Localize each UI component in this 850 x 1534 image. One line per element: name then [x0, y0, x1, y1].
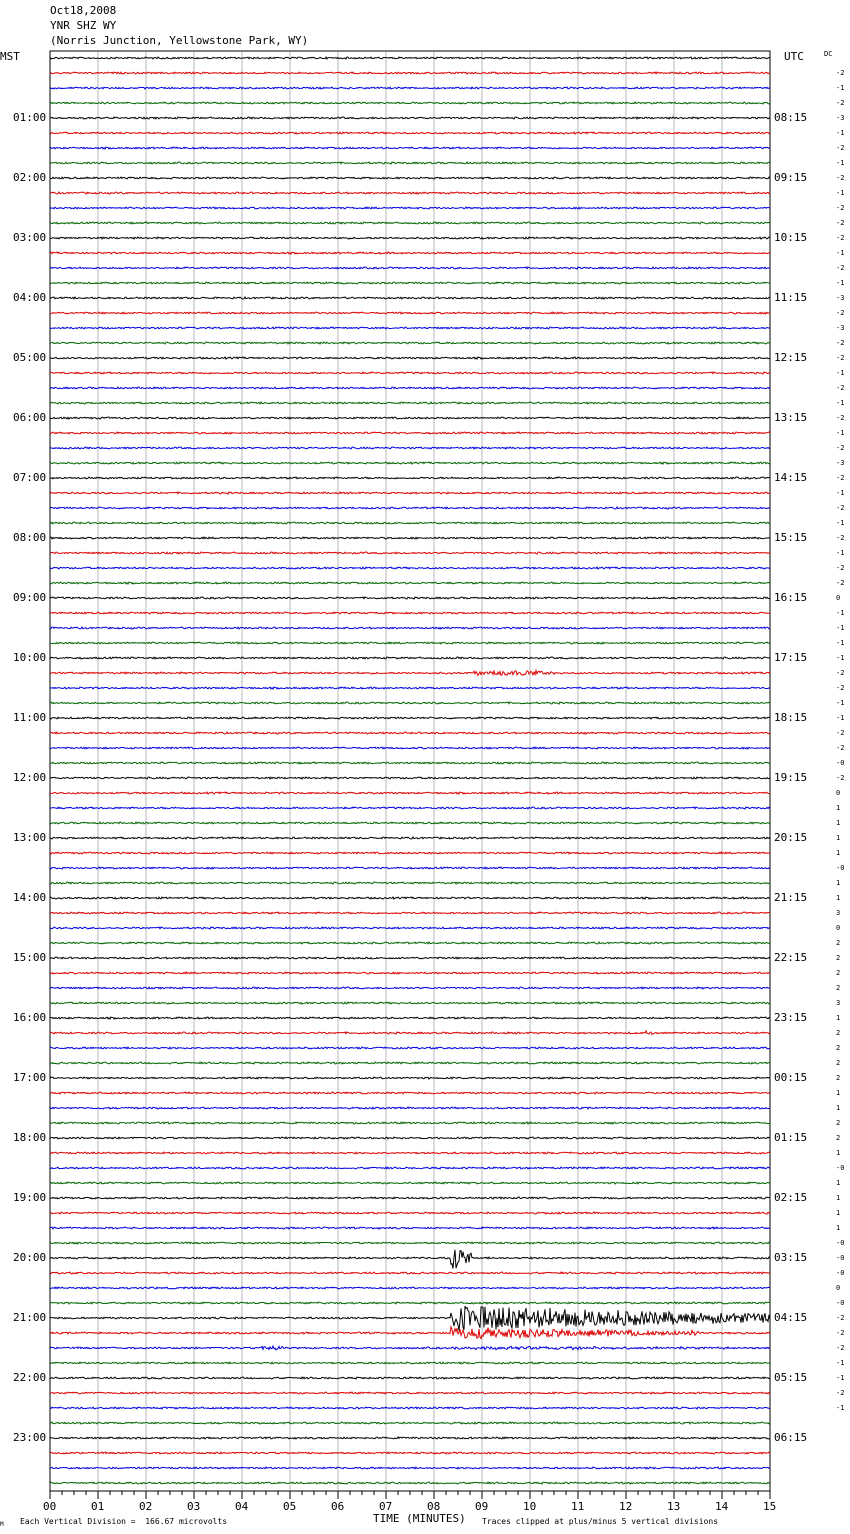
utc-hour-label: 10:15 — [774, 231, 808, 244]
dc-offset-value: -1 — [836, 639, 845, 647]
utc-hour-label: 08:15 — [774, 111, 808, 124]
seismic-trace — [50, 192, 770, 194]
utc-hour-label: 05:15 — [774, 1371, 808, 1384]
seismic-trace — [50, 327, 770, 329]
seismic-trace — [50, 1002, 770, 1004]
seismic-trace — [50, 492, 770, 494]
x-tick-label: 15 — [763, 1500, 777, 1513]
seismic-trace — [50, 597, 770, 599]
seismic-trace — [50, 357, 770, 359]
dc-offset-value: -2 — [836, 144, 845, 152]
dc-offset-value: -1 — [836, 249, 845, 257]
dc-offset-value: 2 — [836, 939, 841, 947]
mst-hour-label: 04:00 — [13, 291, 47, 304]
seismic-trace — [50, 1182, 770, 1184]
seismic-trace — [50, 522, 770, 524]
dc-offset-value: 2 — [836, 984, 841, 992]
utc-hour-label: 19:15 — [774, 771, 808, 784]
dc-offset-value: -1 — [836, 129, 845, 137]
mst-hour-label: 05:00 — [13, 351, 47, 364]
utc-hour-label: 13:15 — [774, 411, 808, 424]
seismic-trace — [50, 147, 770, 149]
seismic-trace — [50, 552, 770, 554]
dc-offset-value: -2 — [836, 204, 845, 212]
x-tick-label: 12 — [619, 1500, 633, 1513]
mst-hour-label: 11:00 — [13, 711, 47, 724]
seismic-trace — [50, 87, 770, 89]
mst-hour-label: 19:00 — [13, 1191, 47, 1204]
dc-offset-value: -2 — [836, 1389, 845, 1397]
utc-hour-label: 22:15 — [774, 951, 808, 964]
seismic-trace — [50, 1077, 770, 1079]
utc-hour-label: 04:15 — [774, 1311, 808, 1324]
x-tick-label: 03 — [187, 1500, 201, 1513]
dc-offset-value: -2 — [836, 774, 845, 782]
dc-offset-value: -2 — [836, 684, 845, 692]
seismic-trace — [50, 57, 770, 59]
seismic-trace — [50, 1227, 770, 1229]
mst-hour-label: 22:00 — [13, 1371, 47, 1384]
dc-offset-value: 1 — [836, 1194, 841, 1202]
dc-offset-value: 2 — [836, 1044, 841, 1052]
seismic-trace — [50, 162, 770, 164]
dc-offset-value: -2 — [836, 1344, 845, 1352]
dc-offset-value: -2 — [836, 309, 845, 317]
seismic-trace — [50, 387, 770, 389]
seismic-trace — [50, 852, 770, 854]
dc-offset-value: -0 — [836, 1299, 845, 1307]
dc-offset-value: 2 — [836, 1059, 841, 1067]
seismic-trace — [50, 702, 770, 704]
seismic-trace — [50, 972, 770, 974]
dc-offset-value: -0 — [836, 864, 845, 872]
dc-offset-value: -1 — [836, 624, 845, 632]
dc-offset-value: -2 — [836, 504, 845, 512]
dc-offset-value: -0 — [836, 759, 845, 767]
seismic-trace — [50, 657, 770, 659]
seismic-trace — [50, 627, 770, 629]
seismic-trace — [50, 252, 770, 254]
utc-hour-label: 12:15 — [774, 351, 808, 364]
utc-hour-label: 11:15 — [774, 291, 808, 304]
dc-offset-value: -1 — [836, 189, 845, 197]
x-tick-label: 01 — [91, 1500, 105, 1513]
dc-offset-value: -1 — [836, 1374, 845, 1382]
right-timezone-label: UTC — [784, 50, 804, 63]
utc-hour-label: 09:15 — [774, 171, 808, 184]
mst-hour-label: 03:00 — [13, 231, 47, 244]
seismic-trace — [50, 1152, 770, 1154]
utc-hour-label: 03:15 — [774, 1251, 808, 1264]
utc-hour-label: 15:15 — [774, 531, 808, 544]
seismic-trace — [50, 282, 770, 284]
seismic-trace — [50, 717, 770, 719]
dc-offset-value: -1 — [836, 429, 845, 437]
utc-hour-label: 00:15 — [774, 1071, 808, 1084]
seismic-trace — [50, 1452, 770, 1454]
seismic-trace — [50, 747, 770, 749]
seismic-trace — [50, 1122, 770, 1124]
seismic-trace — [50, 222, 770, 224]
dc-offset-value: -1 — [836, 519, 845, 527]
seismic-trace — [50, 1062, 770, 1064]
seismic-trace — [50, 1306, 770, 1330]
seismic-trace — [50, 207, 770, 209]
left-timezone-label: MST — [0, 50, 20, 63]
dc-offset-value: 1 — [836, 804, 841, 812]
mst-hour-label: 08:00 — [13, 531, 47, 544]
dc-offset-value: -1 — [836, 654, 845, 662]
dc-offset-value: -2 — [836, 414, 845, 422]
mst-hour-label: 18:00 — [13, 1131, 47, 1144]
dc-offset-value: -1 — [836, 714, 845, 722]
dc-offset-value: -1 — [836, 279, 845, 287]
seismic-trace — [50, 1327, 770, 1339]
seismic-trace — [50, 867, 770, 869]
dc-offset-value: -2 — [836, 564, 845, 572]
clip-note: Traces clipped at plus/minus 5 vertical divisions — [482, 1517, 719, 1526]
mst-hour-label: 16:00 — [13, 1011, 47, 1024]
dc-offset-value: -2 — [836, 669, 845, 677]
dc-offset-value: -0 — [836, 1239, 845, 1247]
dc-offset-value: 3 — [836, 999, 841, 1007]
x-tick-label: 05 — [283, 1500, 297, 1513]
seismic-trace — [50, 807, 770, 809]
seismic-trace — [50, 117, 770, 119]
mst-hour-label: 07:00 — [13, 471, 47, 484]
x-tick-label: 10 — [523, 1500, 537, 1513]
seismic-trace — [50, 1017, 770, 1019]
dc-offset-value: 2 — [836, 1029, 841, 1037]
seismic-trace — [50, 1392, 770, 1394]
mst-hour-label: 14:00 — [13, 891, 47, 904]
seismic-trace — [50, 402, 770, 404]
dc-offset-value: -1 — [836, 609, 845, 617]
dc-offset-value: 1 — [836, 834, 841, 842]
seismic-trace — [50, 462, 770, 464]
seismic-trace — [50, 912, 770, 914]
seismic-trace — [50, 1167, 770, 1169]
seismic-trace — [50, 987, 770, 989]
dc-offset-value: -2 — [836, 99, 845, 107]
dc-offset-value: -2 — [836, 219, 845, 227]
dc-offset-value: -2 — [836, 1329, 845, 1337]
seismic-trace — [50, 687, 770, 689]
mst-hour-label: 12:00 — [13, 771, 47, 784]
seismic-trace — [50, 507, 770, 509]
seismic-trace — [50, 957, 770, 959]
station-code: YNR SHZ WY — [50, 19, 117, 32]
dc-offset-value: 1 — [836, 1224, 841, 1232]
mst-hour-label: 01:00 — [13, 111, 47, 124]
dc-offset-value: 3 — [836, 909, 841, 917]
seismic-trace — [50, 927, 770, 929]
dc-offset-value: 2 — [836, 954, 841, 962]
dc-offset-value: 1 — [836, 1089, 841, 1097]
seismic-trace — [50, 762, 770, 764]
utc-hour-label: 14:15 — [774, 471, 808, 484]
dc-offset-value: 1 — [836, 1209, 841, 1217]
seismic-trace — [50, 792, 770, 794]
seismic-trace — [50, 417, 770, 419]
mst-hour-label: 21:00 — [13, 1311, 47, 1324]
seismic-trace — [50, 1212, 770, 1214]
x-tick-label: 11 — [571, 1500, 585, 1513]
seismic-trace — [50, 537, 770, 539]
utc-hour-label: 18:15 — [774, 711, 808, 724]
seismic-trace — [50, 897, 770, 899]
seismic-trace — [50, 1272, 770, 1274]
seismic-trace — [50, 1287, 770, 1289]
dc-offset-value: -0 — [836, 1254, 845, 1262]
seismic-trace — [50, 822, 770, 824]
seismic-trace — [50, 1031, 770, 1035]
utc-hour-label: 21:15 — [774, 891, 808, 904]
dc-offset-value: 2 — [836, 1134, 841, 1142]
dc-offset-value: -1 — [836, 549, 845, 557]
seismic-trace — [50, 1250, 770, 1269]
dc-offset-value: -3 — [836, 324, 845, 332]
dc-offset-value: 2 — [836, 969, 841, 977]
dc-offset-value: 0 — [836, 924, 841, 932]
seismic-trace — [50, 1407, 770, 1409]
dc-offset-value: -1 — [836, 1404, 845, 1412]
seismic-trace — [50, 567, 770, 569]
x-tick-label: 02 — [139, 1500, 153, 1513]
dc-offset-value: -1 — [836, 159, 845, 167]
dc-offset-value: -1 — [836, 399, 845, 407]
dc-offset-value: -2 — [836, 69, 845, 77]
mst-hour-label: 02:00 — [13, 171, 47, 184]
seismic-trace — [50, 777, 770, 779]
dc-offset-value: -2 — [836, 579, 845, 587]
x-tick-label: 09 — [475, 1500, 489, 1513]
x-tick-label: 08 — [427, 1500, 441, 1513]
dc-offset-value: 0 — [836, 594, 841, 602]
dc-offset-value: -2 — [836, 1314, 845, 1322]
seismic-trace — [50, 732, 770, 734]
dc-offset-value: -2 — [836, 354, 845, 362]
dc-offset-value: 1 — [836, 1179, 841, 1187]
seismic-trace — [50, 1482, 770, 1484]
x-tick-label: 14 — [715, 1500, 729, 1513]
dc-offset-value: 2 — [836, 1074, 841, 1082]
seismic-trace — [50, 1107, 770, 1109]
seismic-trace — [50, 670, 770, 675]
dc-offset-value: -2 — [836, 339, 845, 347]
seismic-trace — [50, 1302, 770, 1304]
seismic-trace — [50, 432, 770, 434]
seismic-trace — [50, 882, 770, 884]
mst-hour-label: 20:00 — [13, 1251, 47, 1264]
seismic-trace — [50, 1092, 770, 1094]
x-tick-label: 07 — [379, 1500, 393, 1513]
seismic-trace — [50, 477, 770, 479]
x-tick-label: 13 — [667, 1500, 681, 1513]
mst-hour-label: 10:00 — [13, 651, 47, 664]
x-tick-label: 00 — [43, 1500, 57, 1513]
dc-offset-value: -2 — [836, 384, 845, 392]
seismic-trace — [50, 1047, 770, 1049]
utc-hour-label: 17:15 — [774, 651, 808, 664]
seismic-trace — [50, 1242, 770, 1244]
dc-offset-value: -2 — [836, 444, 845, 452]
seismic-trace — [50, 372, 770, 374]
dc-offset-header: DC — [824, 50, 833, 58]
dc-offset-value: 1 — [836, 1149, 841, 1157]
seismic-trace — [50, 177, 770, 179]
utc-hour-label: 01:15 — [774, 1131, 808, 1144]
seismic-trace — [50, 1437, 770, 1439]
dc-offset-value: -2 — [836, 534, 845, 542]
dc-offset-value: -3 — [836, 294, 845, 302]
seismic-trace — [50, 1197, 770, 1199]
dc-offset-value: -1 — [836, 84, 845, 92]
seismic-trace — [50, 267, 770, 269]
dc-offset-value: 1 — [836, 1104, 841, 1112]
mst-hour-label: 09:00 — [13, 591, 47, 604]
seismic-trace — [50, 1346, 770, 1350]
seismic-trace — [50, 1377, 770, 1379]
helicorder-date: Oct18,2008 — [50, 4, 117, 17]
station-location: (Norris Junction, Yellowstone Park, WY) — [50, 34, 309, 47]
seismic-trace — [50, 1422, 770, 1424]
dc-offset-value: -3 — [836, 459, 845, 467]
dc-offset-value: -3 — [836, 114, 845, 122]
seismic-trace — [50, 237, 770, 239]
seismic-trace — [50, 942, 770, 944]
mst-hour-label: 13:00 — [13, 831, 47, 844]
seismic-trace — [50, 1362, 770, 1364]
dc-offset-value: -2 — [836, 264, 845, 272]
x-axis-title: TIME (MINUTES) — [373, 1512, 466, 1525]
dc-offset-value: 1 — [836, 819, 841, 827]
seismic-trace — [50, 642, 770, 644]
seismic-trace — [50, 837, 770, 839]
scale-note: Each Vertical Division = 166.67 microvolts — [20, 1517, 228, 1526]
seismic-trace — [50, 582, 770, 584]
dc-offset-value: 1 — [836, 894, 841, 902]
utc-hour-label: 20:15 — [774, 831, 808, 844]
dc-offset-value: -0 — [836, 1164, 845, 1172]
x-tick-label: 06 — [331, 1500, 345, 1513]
seismic-trace — [50, 72, 770, 74]
seismic-trace — [50, 312, 770, 314]
dc-offset-value: -2 — [836, 744, 845, 752]
utc-hour-label: 23:15 — [774, 1011, 808, 1024]
dc-offset-value: 2 — [836, 1119, 841, 1127]
mst-hour-label: 15:00 — [13, 951, 47, 964]
dc-offset-value: -1 — [836, 699, 845, 707]
utc-hour-label: 06:15 — [774, 1431, 808, 1444]
dc-offset-value: -2 — [836, 474, 845, 482]
utc-hour-label: 02:15 — [774, 1191, 808, 1204]
dc-offset-value: -2 — [836, 174, 845, 182]
dc-offset-value: -0 — [836, 1269, 845, 1277]
seismic-trace — [50, 1467, 770, 1469]
dc-offset-value: 0 — [836, 789, 841, 797]
seismic-trace — [50, 297, 770, 299]
dc-offset-value: -1 — [836, 1359, 845, 1367]
dc-offset-value: 1 — [836, 849, 841, 857]
seismic-trace — [50, 447, 770, 449]
seismic-trace — [50, 1137, 770, 1139]
seismic-trace — [50, 132, 770, 134]
dc-offset-value: -1 — [836, 489, 845, 497]
seismic-trace — [50, 612, 770, 614]
dc-offset-value: 1 — [836, 879, 841, 887]
mst-hour-label: 23:00 — [13, 1431, 47, 1444]
dc-offset-value: -2 — [836, 729, 845, 737]
mst-hour-label: 17:00 — [13, 1071, 47, 1084]
dc-offset-value: 0 — [836, 1284, 841, 1292]
mst-hour-label: 06:00 — [13, 411, 47, 424]
seismic-trace — [50, 342, 770, 344]
dc-offset-value: -1 — [836, 369, 845, 377]
utc-hour-label: 16:15 — [774, 591, 808, 604]
dc-offset-value: -2 — [836, 234, 845, 242]
seismic-trace — [50, 102, 770, 104]
corner-mark: M — [0, 1521, 4, 1528]
x-tick-label: 04 — [235, 1500, 249, 1513]
dc-offset-value: 1 — [836, 1014, 841, 1022]
